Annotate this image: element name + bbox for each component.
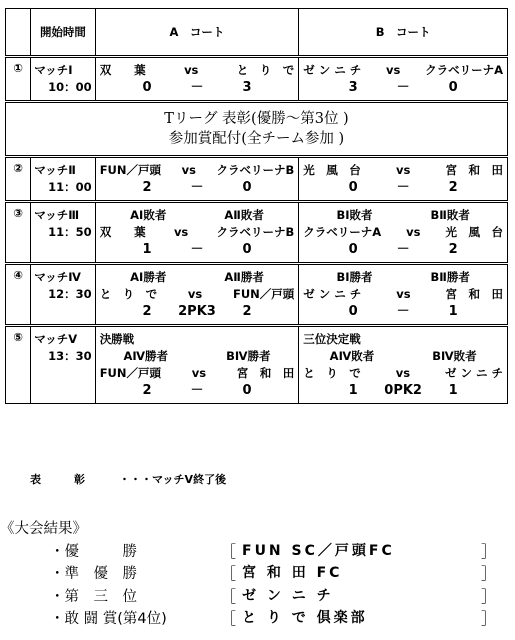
bracket-open: ［ [220,541,237,561]
match-time-cell [31,157,96,202]
court-b-score [299,179,507,196]
result-item [50,606,498,628]
team-name: FUN／戸頭 [232,287,295,301]
team-name: クラベリーナA [425,63,503,77]
bracket-open: ［ [220,563,237,583]
match-row [6,57,508,102]
score-separator: － [396,180,410,195]
match-time-cell [31,57,96,102]
score-home: 0 [142,80,152,95]
court-a-matchup [96,162,299,179]
court-a-round-title: 決勝戦 [99,332,135,346]
match-time-cell [31,264,96,326]
match-number: ④ [6,264,31,326]
result-item [50,539,498,561]
match-number: ① [6,57,31,102]
court-a-seed-header [96,207,299,224]
court-b-score [299,241,507,258]
court-a-seed-header [96,348,299,365]
match-start-time: 10：00 [48,80,92,94]
score-away: 2 [448,242,458,257]
vs-label: vs [181,163,196,177]
bracket-close: ］ [481,608,498,628]
match-name: マッチⅣ [34,270,81,284]
awards-note-text: ・・・マッチⅤ終了後 [119,473,227,486]
header-court-b: B コート [299,9,508,57]
court-b-matchup [299,365,507,382]
seed-label: BⅠ敗者 [336,208,373,222]
match-start-time: 11：50 [48,225,92,239]
awards-note [30,471,226,487]
score-separator: － [190,383,204,398]
result-item [50,561,498,583]
court-a-cell [95,264,299,326]
vs-label: vs [386,63,401,77]
team-name: ゼ ン ニ チ [444,366,503,380]
score-away: 3 [242,80,252,95]
banner-row [6,102,508,157]
score-separator: － [396,242,410,257]
score-away: 2 [448,180,458,195]
team-name: 宮 和 田 [445,163,503,177]
banner-line-2: 参加賞配付(全チーム参加 ) [168,131,345,147]
seed-label: AⅠ勝者 [130,270,167,284]
match-name: マッチⅡ [34,163,76,177]
score-away: 2 [242,304,252,319]
score-separator: 0PK2 [384,383,422,398]
result-item [50,584,498,606]
header-num-cell [6,9,31,57]
result-label: ・準 優 勝 [50,565,137,582]
court-a-score [96,382,299,399]
court-b-matchup [299,162,507,179]
court-a-score [96,79,299,96]
court-b-round-title: 三位決定戦 [303,332,361,346]
banner-line-1: Tリーグ 表彰(優勝～第3位 ) [164,111,349,127]
seed-label: BⅣ敗者 [432,349,477,363]
court-b-seed-header [299,207,507,224]
vs-label: vs [187,287,203,301]
seed-label: BⅡ敗者 [430,208,470,222]
court-a-score [96,179,299,196]
results-title: 《大会結果》 [0,521,87,537]
court-a-matchup [96,224,299,241]
match-row [6,202,508,264]
score-home: 2 [142,180,152,195]
team-name: と り で [99,287,158,301]
bracket-open: ［ [220,608,237,628]
bracket-open: ［ [220,586,237,606]
match-number: ② [6,157,31,202]
court-a-score [96,241,299,258]
result-team: と り で 倶楽部 [242,610,368,626]
court-a-matchup [96,62,299,79]
seed-label: AⅠ敗者 [130,208,167,222]
court-b-matchup [299,62,507,79]
seed-label: AⅣ敗者 [329,349,375,363]
result-label: ・優 勝 [50,543,137,560]
score-home: 1 [142,242,152,257]
court-b-seed-header [299,348,507,365]
result-label: ・敢 闘 賞(第4位) [50,610,167,627]
seed-label: AⅡ勝者 [224,270,264,284]
match-number: ③ [6,202,31,264]
result-label: ・第 三 位 [50,588,137,605]
court-a-cell [95,202,299,264]
team-name: ゼ ン ニ チ [303,63,362,77]
match-time-cell [31,326,96,404]
score-separator: － [396,80,410,95]
court-a-matchup [96,286,299,303]
seed-label: AⅣ勝者 [123,349,169,363]
score-away: 1 [448,304,458,319]
team-name: クラベリーナB [216,225,295,239]
result-team: ゼ ン ニ チ [242,588,334,604]
court-b-score [299,382,507,399]
match-start-time: 12：30 [48,287,92,301]
match-row [6,264,508,326]
header-row [6,9,508,57]
score-away: 0 [242,242,252,257]
schedule-table [5,8,508,404]
score-separator: － [190,80,204,95]
score-separator: 2PK3 [178,304,216,319]
team-name: と り で [236,63,295,77]
court-b-cell [299,202,508,264]
score-separator: － [396,304,410,319]
vs-label: vs [184,63,199,77]
score-away: 0 [242,180,252,195]
court-a-cell [95,57,299,102]
match-name: マッチⅠ [34,63,73,77]
court-b-cell [299,326,508,404]
score-home: 3 [348,80,358,95]
result-team: 宮 和 田 FC [242,565,343,581]
score-away: 0 [242,383,252,398]
vs-label: vs [396,287,411,301]
court-b-matchup [299,286,507,303]
match-row [6,157,508,202]
seed-label: AⅡ敗者 [224,208,264,222]
score-separator: － [190,242,204,257]
court-a-score [96,303,299,320]
team-name: FUN／戸頭 [99,366,162,380]
seed-label: BⅣ勝者 [226,349,271,363]
score-separator: － [190,180,204,195]
score-home: 0 [348,242,358,257]
team-name: 宮 和 田 [445,287,503,301]
score-home: 0 [348,180,358,195]
score-away: 0 [448,80,458,95]
court-b-matchup [299,224,507,241]
team-name: 宮 和 田 [236,366,295,380]
header-time: 開始時間 [31,9,96,57]
court-b-cell [299,57,508,102]
court-a-cell [95,157,299,202]
score-home: 0 [348,304,358,319]
score-home: 2 [142,304,152,319]
awards-note-label: 表 彰 [30,473,85,486]
court-b-score [299,303,507,320]
team-name: 双 葉 [99,63,146,77]
team-name: FUN／戸頭 [99,163,162,177]
court-b-seed-header [299,269,507,286]
match-time-cell [31,202,96,264]
score-home: 1 [348,383,358,398]
banner-cell [6,102,508,157]
team-name: 光 風 台 [303,163,361,177]
match-number: ⑤ [6,326,31,404]
score-home: 2 [142,383,152,398]
bracket-close: ］ [481,586,498,606]
vs-label: vs [191,366,207,380]
court-b-score [299,79,507,96]
match-name: マッチⅤ [34,332,78,346]
vs-label: vs [173,225,189,239]
court-b-cell [299,264,508,326]
bracket-close: ］ [481,563,498,583]
court-b-cell [299,157,508,202]
team-name: クラベリーナB [216,163,295,177]
result-team: FUN SC／戸頭FC [242,543,395,559]
seed-label: BⅠ勝者 [336,270,373,284]
team-name: クラベリーナA [303,225,382,239]
bracket-close: ］ [481,541,498,561]
match-start-time: 11：00 [48,180,92,194]
court-a-seed-header [96,269,299,286]
team-name: 光 風 台 [445,225,503,239]
team-name: 双 葉 [99,225,146,239]
vs-label: vs [406,225,421,239]
match-start-time: 13：30 [48,349,92,363]
seed-label: BⅡ勝者 [430,270,470,284]
court-a-matchup [96,365,299,382]
header-court-a: A コート [95,9,299,57]
court-a-cell [95,326,299,404]
team-name: と り で [303,366,361,380]
match-row [6,326,508,404]
vs-label: vs [395,366,411,380]
team-name: ゼ ン ニ チ [303,287,362,301]
score-away: 1 [448,383,458,398]
vs-label: vs [395,163,411,177]
match-name: マッチⅢ [34,208,80,222]
